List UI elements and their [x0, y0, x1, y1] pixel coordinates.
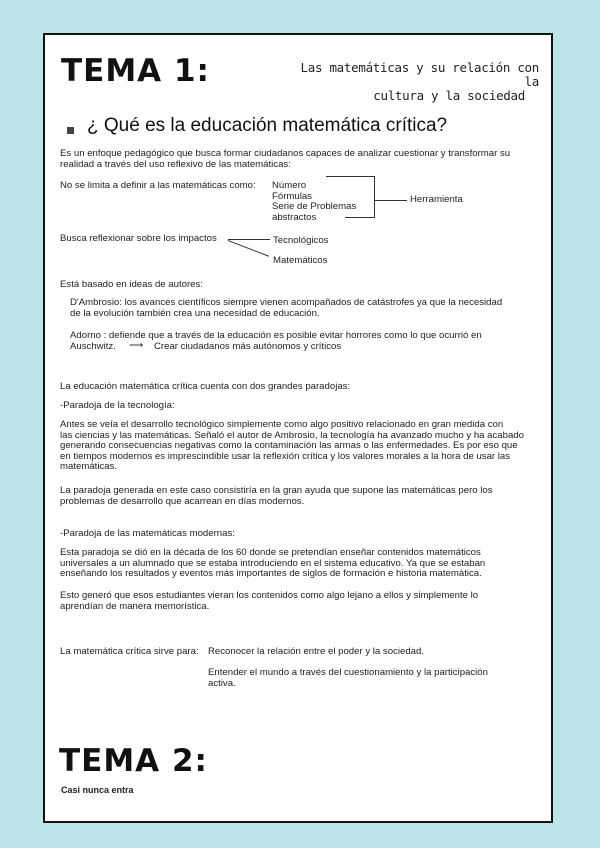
- tema-1-subtitle-line1: Las matemáticas y su relación con la: [300, 60, 539, 89]
- tema-2-note: Casi nunca entra: [61, 785, 134, 795]
- limits-result: Herramienta: [410, 194, 463, 205]
- tema-1-subtitle: [285, 61, 539, 103]
- modern-paradox-title: -Paradoja de las matemáticas modernas:: [60, 528, 235, 539]
- impacts-connector-2: [228, 240, 269, 257]
- limits-item-serie: Serie de Problemas: [272, 201, 357, 212]
- tech-paradox-title: -Paradoja de la tecnología:: [60, 400, 175, 411]
- bracket-bottom: [345, 217, 375, 218]
- intro-line-1: Es un enfoque pedagógico que busca formar ciudadanos capaces de analizar cuestionar y transformar su: [60, 148, 511, 159]
- modern-p1-line-2: universales a un alumnado que se estaba introduciendo en el sistema educativo. Ya que se estaban: [60, 557, 486, 569]
- section-bullet-icon: [67, 121, 74, 139]
- dambrosio-line-1: D'Ambrosio: los avances científicos siempre vienen acompañados de catástrofes ya que la necesidad: [70, 297, 503, 308]
- modern-p1-line-1: Esta paradoja se dió en la década de los 60 donde se pretendían enseñar contenidos matemáticos: [60, 547, 481, 558]
- arrow-right-icon: ⟶: [129, 340, 144, 351]
- adorno-line-2: Auschwitz.: [70, 340, 116, 352]
- section-heading: ¿ Qué es la educación matemática crítica?: [87, 115, 448, 136]
- tech-p1-line-1: Antes se veía el desarrollo tecnológico simplemente como algo positivo relacionado en gran medida con: [60, 419, 504, 430]
- limits-label: No se limita a definir a las matemáticas como:: [60, 180, 256, 191]
- limits-item-numero: Número: [272, 180, 307, 191]
- bracket-connector: [375, 200, 407, 201]
- tech-p1-line-4: en tiempos modernos es imprescindible usar la reflexión crítica y los valores morales a la hora de usar las: [60, 450, 511, 462]
- adorno-result: Crear ciudadanos más autónomos y críticos: [154, 340, 342, 352]
- tema-2-title: TEMA 2:: [59, 743, 208, 779]
- authors-intro: Está basado en ideas de autores:: [60, 279, 203, 290]
- dambrosio-line-2: de la evolución también crea una necesidad de educación.: [70, 307, 320, 319]
- modern-p2-line-2: aprendían de manera memorística.: [60, 600, 210, 612]
- limits-item-abstractos: abstractos: [272, 211, 317, 223]
- tech-p2-line-1: La paradoja generada en este caso consistiría en la gran ayuda que supone las matemáticas pero los: [60, 485, 493, 496]
- tech-p1-line-5: matemáticas.: [60, 461, 118, 472]
- impacts-label: Busca reflexionar sobre los impactos: [60, 233, 217, 244]
- document-page: [43, 33, 553, 823]
- impacts-item-tecnologicos: Tecnológicos: [273, 235, 329, 246]
- tema-1-subtitle-line2: cultura y la sociedad: [373, 88, 525, 103]
- adorno-line-1: Adorno : defiende que a través de la educación es posible evitar horrores como lo que ocurrió en: [70, 330, 482, 341]
- intro-line-2: realidad a través del uso reflexivo de las matemáticas:: [60, 158, 291, 170]
- paradoxes-intro: La educación matemática crítica cuenta con dos grandes paradojas:: [60, 381, 351, 392]
- modern-p2-line-1: Esto generó que esos estudiantes vieran los contenidos como algo lejano a ellos y simplemente lo: [60, 590, 479, 601]
- modern-p1-line-3: enseñando los resultados y eventos más importantes de siglos de formación e historia matemática.: [60, 568, 482, 579]
- purpose-item-2-line-2: activa.: [208, 677, 236, 689]
- limits-item-formulas: Fórmulas: [272, 190, 312, 202]
- purpose-item-1: Reconocer la relación entre el poder y la sociedad.: [208, 646, 424, 657]
- impacts-connector-1: [228, 239, 270, 240]
- impacts-item-matematicos: Matemáticos: [273, 255, 328, 266]
- purpose-item-2-line-1: Entender el mundo a través del cuestionamiento y la participación: [208, 667, 488, 678]
- tech-p1-line-2: las ciencias y las matemáticas. Señaló el autor de Ambrosio, la tecnología ha avanzado mucho y ha acabado: [60, 429, 524, 441]
- tech-p1-line-3: generando consecuencias negativas como la contaminación las armas o las enfermedades. Es por eso que: [60, 440, 518, 451]
- tech-p2-line-2: problemas de desarrollo que acarrean en días modernos.: [60, 495, 305, 507]
- tema-1-title: TEMA 1:: [61, 53, 210, 89]
- bracket-side: [374, 176, 375, 217]
- bracket-top: [326, 176, 374, 177]
- purpose-label: La matemática crítica sirve para:: [60, 646, 199, 657]
